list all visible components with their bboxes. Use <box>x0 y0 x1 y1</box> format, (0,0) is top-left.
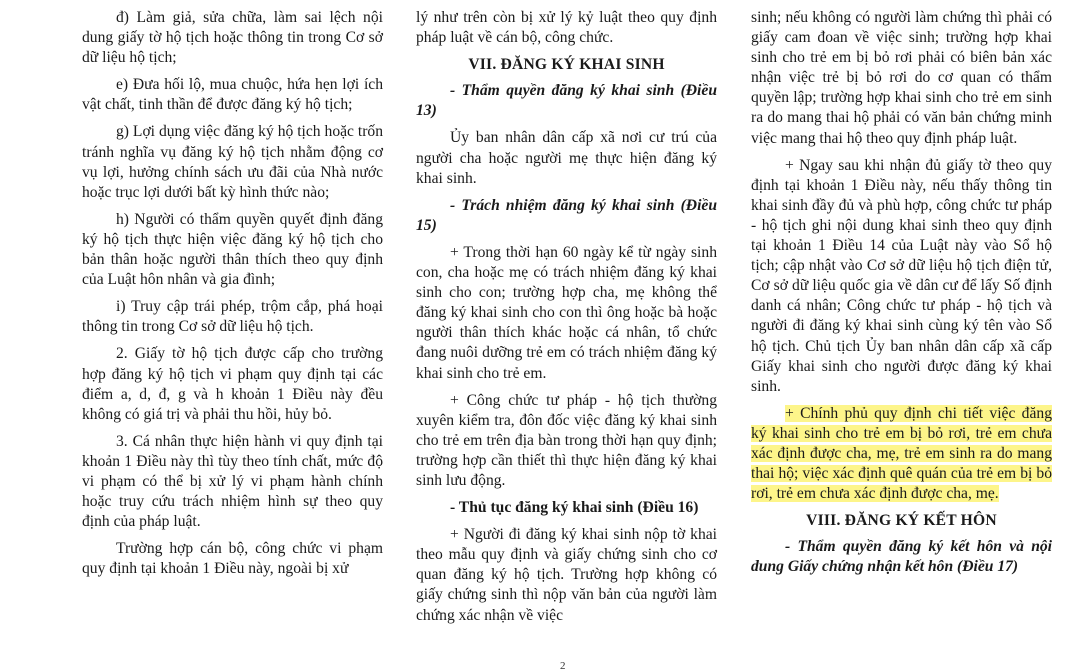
subheading: - Trách nhiệm đăng ký khai sinh (Điều 15) <box>416 196 717 234</box>
paragraph: + Người đi đăng ký khai sinh nộp tờ khai theo mẫu quy định và giấy chứng sinh cho cơ quan đăng ký hộ tịch. Trường hợp không có giấy chứng sinh thì nộp văn bản của người làm chứng xác nhận về việc <box>416 526 717 624</box>
paragraph: đ) Làm giả, sửa chữa, làm sai lệch nội dung giấy tờ hộ tịch hoặc thông tin trong Cơ sở dữ liệu hộ tịch; <box>82 9 383 67</box>
highlighted-paragraph <box>751 404 1052 504</box>
paragraph: sinh; nếu không có người làm chứng thì phải có giấy cam đoan về việc sinh; trường hợp khai sinh cho trẻ em bị bỏ rơi phải có biên bản xác nhận việc trẻ bị bỏ rơi do cơ quan có thẩm quyền lập; trường hợp khai sinh cho trẻ em sinh ra do mang thai hộ phải có văn bản chứng minh việc mang thai hộ theo quy định pháp luật. <box>751 9 1052 147</box>
paragraph: Ủy ban nhân dân cấp xã nơi cư trú của người cha hoặc người mẹ thực hiện đăng ký khai sinh. <box>416 129 717 187</box>
paragraph: Trường hợp cán bộ, công chức vi phạm quy định tại khoản 1 Điều này, ngoài bị xử <box>82 540 383 578</box>
paragraph: g) Lợi dụng việc đăng ký hộ tịch hoặc trốn tránh nghĩa vụ đăng ký hộ tịch nhằm động cơ vụ lợi, hưởng chính sách ưu đãi của Nhà nước hoặc trục lợi dưới bất kỳ hình thức nào; <box>82 123 383 201</box>
section-heading: VII. ĐĂNG KÝ KHAI SINH <box>468 56 665 74</box>
page-number: 2 <box>560 660 566 672</box>
paragraph: + Trong thời hạn 60 ngày kể từ ngày sinh con, cha hoặc mẹ có trách nhiệm đăng ký khai sinh cho con; trường hợp cha, mẹ không thể đăng ký khai sinh cho con thì ông hoặc bà hoặc người thân thích khác hoặc cá nhân, tổ chức đang nuôi dưỡng trẻ em có trách nhiệm đăng ký khai sinh cho trẻ em. <box>416 243 717 382</box>
subheading: - Thẩm quyền đăng ký khai sinh (Điều 13) <box>416 82 717 120</box>
paragraph: 3. Cá nhân thực hiện hành vi quy định tại khoản 1 Điều này thì tùy theo tính chất, mức độ vi phạm có thể bị xử lý vi phạm hành chính hoặc truy cứu trách nhiệm hình sự theo quy định của pháp luật. <box>82 432 383 531</box>
subheading: - Thẩm quyền đăng ký kết hôn và nội dung Giấy chứng nhận kết hôn (Điều 17) <box>751 538 1052 576</box>
column-middle <box>416 8 717 626</box>
highlight: + Chính phủ quy định chi tiết việc đăng ký khai sinh cho trẻ em bị bỏ rơi, trẻ em chưa xác định được cha, mẹ, trẻ em sinh ra do mang thai hộ; việc xác định quê quán của trẻ em bị bỏ rơi, trẻ em chưa xác định được cha, mẹ. <box>751 404 1052 503</box>
paragraph: + Ngay sau khi nhận đủ giấy tờ theo quy định tại khoản 1 Điều này, nếu thấy thông tin khai sinh đầy đủ và phù hợp, công chức tư pháp - hộ tịch ghi nội dung khai sinh theo quy định tại khoản 1 Điều 14 của Luật này vào Sổ hộ tịch; cập nhật vào Cơ sở dữ liệu hộ tịch điện tử, Cơ sở dữ liệu quốc gia về dân cư để lấy Số định danh cá nhân; Công chức tư pháp - hộ tịch và người đi đăng ký khai sinh cùng ký tên vào Sổ hộ tịch. Chủ tịch Ủy ban nhân dân cấp xã cấp Giấy khai sinh cho người được đăng ký khai sinh. <box>751 156 1052 395</box>
paragraph: + Công chức tư pháp - hộ tịch thường xuyên kiểm tra, đôn đốc việc đăng ký khai sinh cho trẻ em trên địa bàn trong thời hạn quy định; trường hợp cần thiết thì thực hiện đăng ký khai sinh lưu động. <box>416 391 717 489</box>
paragraph: h) Người có thẩm quyền quyết định đăng ký hộ tịch thực hiện việc đăng ký hộ tịch cho bản thân hoặc người thân thích theo quy định của Luật hôn nhân và gia đình; <box>82 210 383 289</box>
subheading: - Thủ tục đăng ký khai sinh (Điều 16) <box>450 499 699 517</box>
column-right <box>751 8 1052 578</box>
paragraph: 2. Giấy tờ hộ tịch được cấp cho trường hợp đăng ký hộ tịch vi phạm quy định tại các điểm a, d, đ, g và h khoản 1 Điều này đều không có giá trị và phải thu hồi, hủy bỏ. <box>82 345 383 423</box>
paragraph: i) Truy cập trái phép, trộm cắp, phá hoại thông tin trong Cơ sở dữ liệu hộ tịch. <box>82 298 383 336</box>
section-heading: VIII. ĐĂNG KÝ KẾT HÔN <box>806 512 997 530</box>
paragraph: e) Đưa hối lộ, mua chuộc, hứa hẹn lợi ích vật chất, tinh thần để được đăng ký hộ tịch; <box>82 76 383 114</box>
column-left <box>82 8 383 579</box>
paragraph: lý như trên còn bị xử lý kỷ luật theo quy định pháp luật về cán bộ, công chức. <box>416 9 717 47</box>
